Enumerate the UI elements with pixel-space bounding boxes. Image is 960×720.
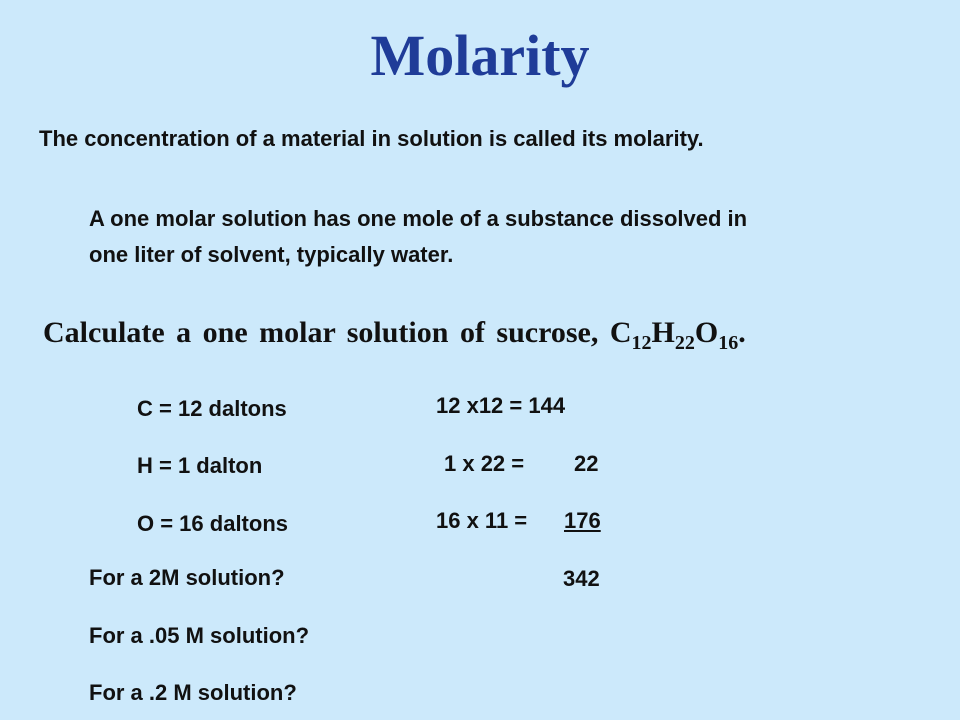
definition-line-2: one liter of solvent, typically water.	[89, 242, 454, 267]
follow-up-2m: For a 2M solution?	[89, 565, 285, 590]
calc-carbon: 12 x12 = 144	[436, 393, 566, 418]
calc-total: 342	[563, 566, 600, 591]
intro-text: The concentration of a material in solution is called its molarity.	[39, 126, 704, 151]
calc-hydrogen-expression: 1 x 22 =	[444, 451, 525, 476]
question-text: Calculate a one molar solution of sucrose,	[43, 316, 610, 349]
calc-oxygen-expression: 16 x 11 =	[436, 508, 528, 533]
follow-up-02m: For a .2 M solution?	[89, 680, 297, 705]
follow-up-005m: For a .05 M solution?	[89, 623, 310, 648]
calc-hydrogen-value: 22	[574, 451, 599, 476]
question-period: .	[738, 316, 746, 349]
atomic-weight-carbon: C = 12 daltons	[137, 396, 287, 421]
formula-element-o: O	[694, 316, 719, 349]
calc-oxygen-value: 176	[564, 508, 601, 533]
formula-count-o: 16	[718, 332, 739, 354]
slide-title: Molarity	[370, 23, 590, 88]
atomic-weight-oxygen: O = 16 daltons	[137, 511, 288, 536]
formula-count-c: 12	[631, 332, 652, 354]
definition-text	[89, 201, 949, 273]
question-heading	[43, 316, 746, 354]
definition-line-1: A one molar solution has one mole of a substance dissolved in	[89, 206, 748, 231]
formula-element-h: H	[651, 316, 675, 349]
formula-count-h: 22	[674, 332, 695, 354]
formula-element-c: C	[609, 316, 632, 349]
atomic-weight-hydrogen: H = 1 dalton	[137, 453, 263, 478]
